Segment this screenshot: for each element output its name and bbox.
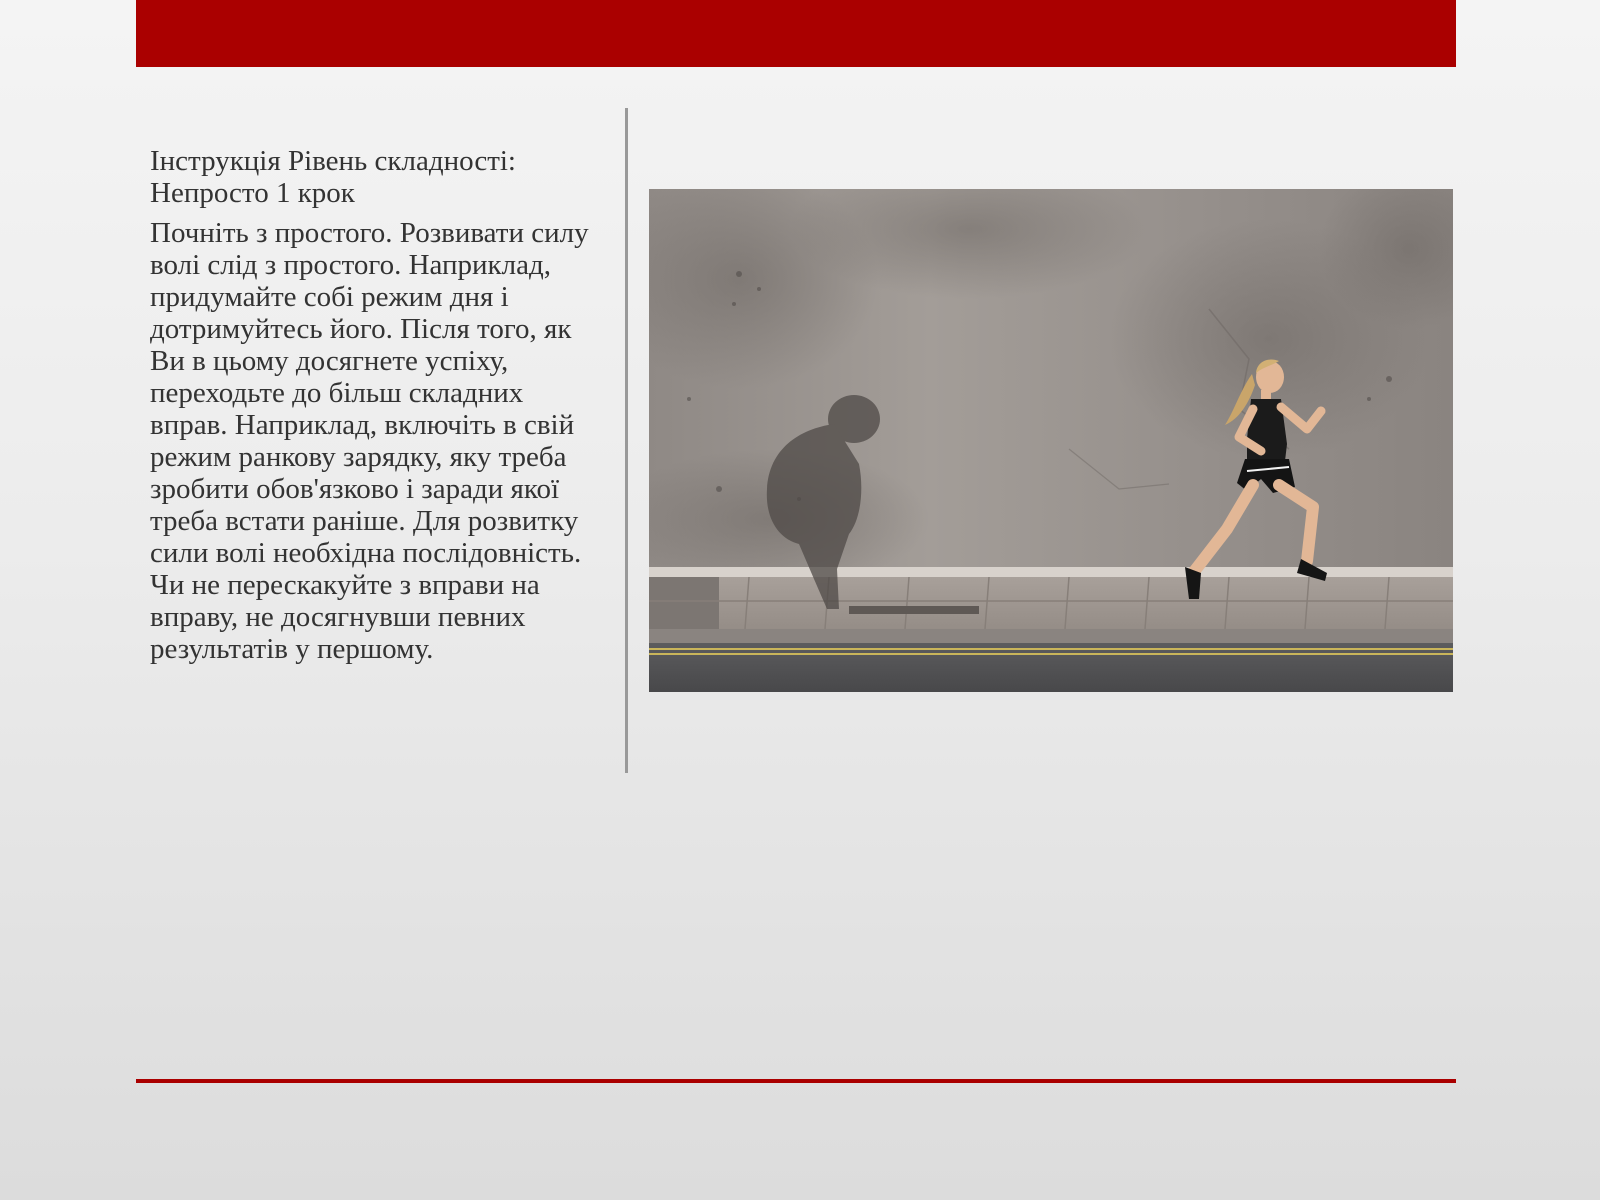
instruction-heading: Інструкція Рівень складності: Непросто 1 крок: [150, 145, 516, 209]
runner-illustration: [649, 189, 1453, 692]
bottom-accent-rule: [136, 1079, 1456, 1083]
instruction-body: Почніть з простого. Розвивати силу волі слід з простого. Наприклад, придумайте собі режим дня і дотримуйтесь його. Після того, як Ви в цьому досягнете успіху, переходьте до більш складних вправ. Наприклад, включіть в свій режим ранкову зарядку, яку треба зробити обов'язково і заради якої треба встати раніше. Для розвитку сили волі необхідна послідовність. Чи не перескакуйте з вправи на вправу, не досягнувши певних результатів у першому.: [150, 217, 589, 665]
top-accent-bar: [136, 0, 1456, 67]
runner-photo: [649, 189, 1453, 692]
sidewalk: [649, 577, 1453, 629]
text-column: [150, 145, 605, 665]
vertical-divider: [625, 108, 628, 773]
road: [649, 643, 1453, 692]
